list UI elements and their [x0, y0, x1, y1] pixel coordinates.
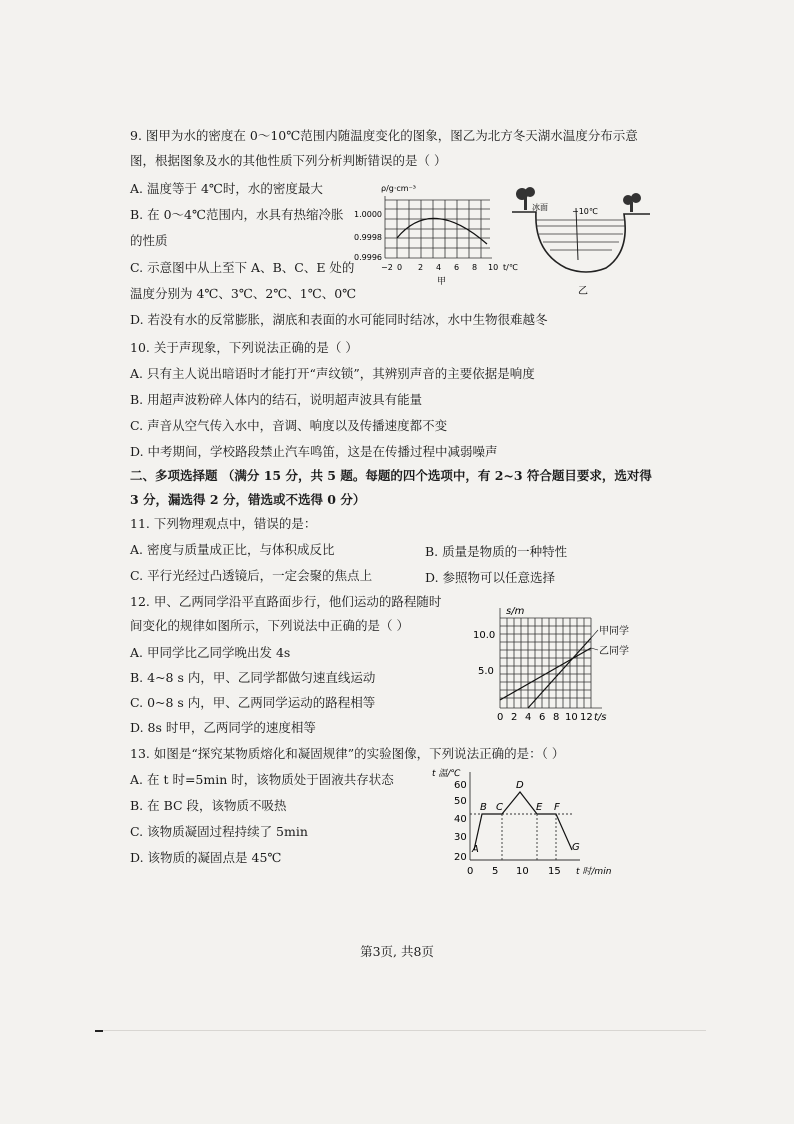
q10-option-d: D. 中考期间，学校路段禁止汽车鸣笛，这是在传播过程中减弱噪声 [130, 444, 498, 459]
q13-ytick: 20 [454, 852, 467, 863]
q12-xtick: 4 [525, 712, 532, 723]
q9-option-d: D. 若没有水的反常膨胀，湖底和表面的水可能同时结冰，水中生物很难越冬 [130, 312, 548, 327]
q13-ytick: 60 [454, 780, 467, 791]
section2-heading-line1: 二、多项选择题 （满分 15 分，共 5 题。每题的四个选项中，有 2~3 符合题目要求，选对得 [130, 468, 652, 483]
q12-xtick: 0 [497, 712, 504, 723]
q9-stem-line1: 9. 图甲为水的密度在 0～10℃范围内随温度变化的图象，图乙为北方冬天湖水温度分布示意 [130, 128, 638, 143]
point-label: C [496, 802, 503, 813]
q12-xtick: 10 [565, 712, 578, 723]
q12-xlabel: t/s [594, 712, 607, 723]
section2-heading-line2: 3 分，漏选得 2 分，错选或不选得 0 分） [130, 492, 366, 507]
q12-option-a: A. 甲同学比乙同学晚出发 4s [130, 645, 291, 660]
tree-icon-right [623, 193, 641, 212]
jia-xtick: 4 [436, 263, 442, 272]
point-label: G [572, 842, 580, 853]
q13-stem: 13. 如图是“探究某物质熔化和凝固规律”的实验图像，下列说法正确的是：（ ） [130, 746, 565, 761]
jia-xlabel: t/℃ [503, 263, 518, 272]
point-label: E [536, 802, 543, 813]
melting-graph-q13 [430, 764, 630, 880]
point-label: A [472, 844, 479, 855]
q9-option-c-line1: C. 示意图中从上至下 A、B、C、E 处的 [130, 260, 355, 275]
air-temp-label: −10℃ [572, 207, 598, 216]
q10-option-a: A. 只有主人说出暗语时才能打开“声纹锁”，其辨别声音的主要依据是响度 [130, 366, 535, 381]
yi-caption: 乙 [578, 286, 588, 297]
q12-option-b: B. 4~8 s 内，甲、乙同学都做匀速直线运动 [130, 670, 376, 685]
legend-jia: 甲同学 [599, 626, 629, 637]
point-label: F [554, 802, 560, 813]
q12-xtick: 8 [553, 712, 560, 723]
q11-option-c: C. 平行光经过凸透镜后，一定会聚的焦点上 [130, 568, 373, 583]
page-footer: 第3页, 共8页 [360, 944, 434, 959]
density-curve [397, 218, 487, 244]
scan-edge-line [96, 1030, 706, 1031]
lake-diagram-yi [506, 182, 656, 302]
q10-option-c: C. 声音从空气传入水中，音调、响度以及传播速度都不变 [130, 418, 448, 433]
q13-option-a: A. 在 t 时=5min 时，该物质处于固液共存状态 [130, 772, 394, 787]
q13-ytick: 30 [454, 832, 467, 843]
q11-stem: 11. 下列物理观点中，错误的是： [130, 516, 317, 531]
density-graph-jia [352, 182, 522, 288]
point-label: D [516, 780, 524, 791]
q11-option-d: D. 参照物可以任意选择 [425, 570, 556, 585]
jia-xtick: 0 [397, 263, 403, 272]
scan-mark [95, 1030, 103, 1032]
q13-xlabel: t 时/min [576, 867, 612, 877]
q12-stem-line2: 间变化的规律如图所示，下列说法中正确的是（ ） [130, 618, 409, 633]
q13-xtick: 10 [516, 866, 529, 877]
q13-option-c: C. 该物质凝固过程持续了 5min [130, 824, 308, 839]
q13-ytick: 50 [454, 796, 467, 807]
jia-ytick: 0.9996 [354, 253, 382, 262]
jia-xtick: 2 [418, 263, 424, 272]
st-graph-q12 [470, 604, 680, 726]
q10-option-b: B. 用超声波粉碎人体内的结石，说明超声波具有能量 [130, 392, 423, 407]
q13-xtick: 0 [467, 866, 474, 877]
q9-stem-line2: 图，根据图象及水的其他性质下列分析判断错误的是（ ） [130, 153, 447, 168]
q12-ytick: 10.0 [473, 630, 496, 641]
q13-option-b: B. 在 BC 段，该物质不吸热 [130, 798, 287, 813]
q9-option-b-line1: B. 在 0～4℃范围内，水具有热缩冷胀 [130, 207, 344, 222]
point-label: B [480, 802, 487, 813]
jia-caption: 甲 [437, 277, 447, 287]
q12-ylabel: s/m [506, 606, 525, 617]
q12-xtick: 2 [511, 712, 518, 723]
q12-xtick: 6 [539, 712, 546, 723]
q12-ytick: 5.0 [478, 666, 494, 677]
q13-ylabel: t 温/℃ [432, 769, 461, 779]
ice-surface-label: 冰面 [532, 203, 548, 212]
q10-stem: 10. 关于声现象，下列说法正确的是（ ） [130, 340, 358, 355]
jia-xtick: 8 [472, 263, 478, 272]
legend-yi: 乙同学 [599, 646, 629, 657]
q9-option-a: A. 温度等于 4℃时，水的密度最大 [130, 181, 323, 196]
jia-ylabel: ρ/g·cm⁻³ [381, 184, 417, 193]
jia-xtick: 10 [488, 263, 499, 272]
q13-ytick: 40 [454, 814, 467, 825]
q12-xtick: 12 [580, 712, 593, 723]
series-jia-line [528, 638, 591, 708]
jia-ytick: 0.9998 [354, 233, 382, 242]
q12-option-c: C. 0~8 s 内，甲、乙两同学运动的路程相等 [130, 695, 376, 710]
q11-option-a: A. 密度与质量成正比，与体积成反比 [130, 542, 335, 557]
jia-ytick: 1.0000 [354, 210, 382, 219]
q12-option-d: D. 8s 时甲，乙两同学的速度相等 [130, 720, 316, 735]
q12-stem-line1: 12. 甲、乙两同学沿平直路面步行，他们运动的路程随时 [130, 594, 442, 609]
q9-option-c-line2: 温度分别为 4℃、3℃、2℃、1℃、0℃ [130, 286, 357, 301]
q13-xtick: 5 [492, 866, 499, 877]
jia-xtick: 6 [454, 263, 460, 272]
q9-option-b-line2: 的性质 [130, 233, 168, 248]
q11-option-b: B. 质量是物质的一种特性 [425, 544, 568, 559]
q13-option-d: D. 该物质的凝固点是 45℃ [130, 850, 282, 865]
q13-xtick: 15 [548, 866, 561, 877]
jia-xtick: −2 [381, 263, 393, 272]
temperature-curve [474, 792, 572, 850]
